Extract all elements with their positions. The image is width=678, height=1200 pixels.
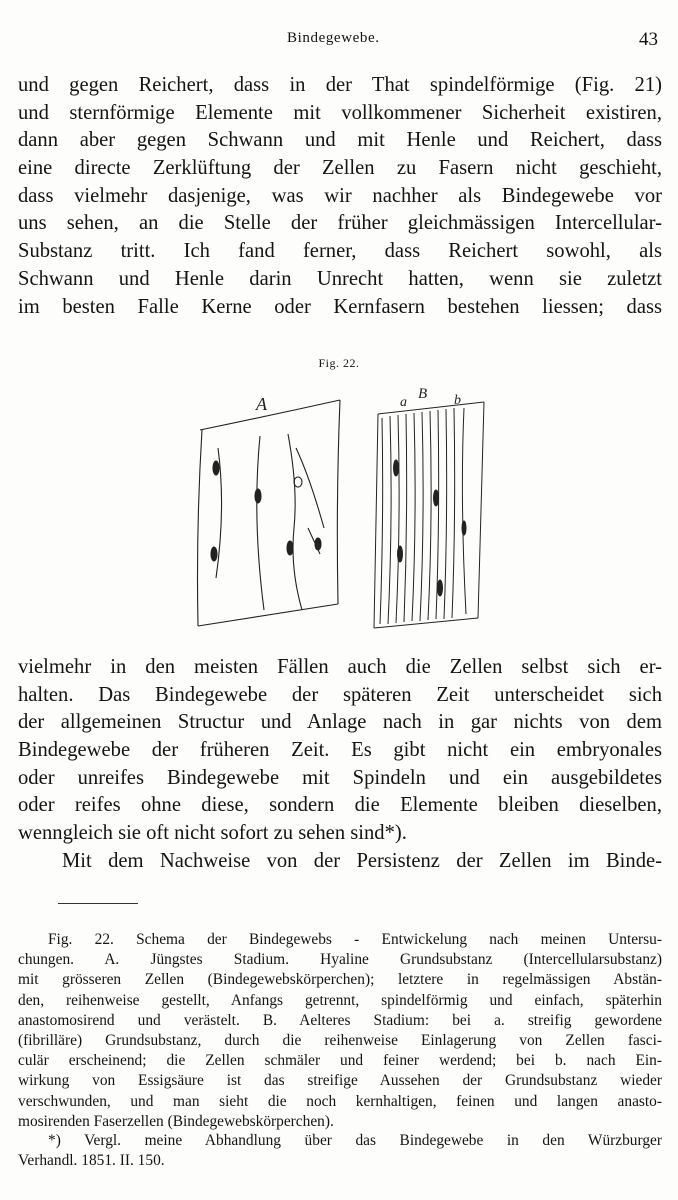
text-line: Bindegewebe der früheren Zeit. Es gibt nicht ein embryonales — [18, 739, 662, 762]
text-line: und sternförmige Elemente mit vollkommener Sicherheit existiren, — [18, 101, 662, 124]
page-header — [0, 30, 678, 54]
figure-22-illustration — [178, 378, 498, 638]
footnote-rule — [58, 903, 138, 904]
text-line: wenngleich sie oft nicht sofort zu sehen sind*). — [18, 822, 407, 845]
text-line: oder reifes ohne diese, sondern die Elemente bleiben dieselben, — [18, 794, 662, 817]
panel-b-label: B — [418, 386, 428, 402]
text-line: dass vielmehr dasjenige, was wir nachher als Bindegewebe vor — [18, 184, 662, 207]
footnote — [18, 1131, 662, 1171]
paragraph-1 — [18, 72, 662, 321]
caption-line: chungen. A. Jüngstes Stadium. Hyaline Grundsubstanz (Intercellularsubstanz) — [18, 951, 662, 969]
caption-line: verschwunden, und man sieht die noch kernhaltigen, feinen und langen anasto- — [18, 1092, 662, 1110]
caption-line: culär erscheinend; die Zellen schmäler und feiner werdend; bei b. nach Ein- — [18, 1052, 662, 1070]
text-line: eine directe Zerklüftung der Zellen zu Fasern nicht geschieht, — [18, 157, 662, 180]
caption-line: mit grösseren Zellen (Bindegewebskörperchen); letztere in regelmässigen Abstän- — [18, 971, 662, 989]
text-line: dann aber gegen Schwann und mit Henle und Reichert, dass — [18, 129, 662, 152]
page-number: 43 — [639, 29, 658, 50]
figure-caption — [18, 930, 662, 1132]
figure-label: Fig. 22. — [318, 356, 360, 370]
paragraph-2 — [18, 654, 662, 876]
text-line: Schwann und Henle darin Unrecht hatten, wenn sie zuletzt — [18, 267, 662, 290]
text-line: uns sehen, an die Stelle der früher gleichmässigen Intercellular- — [18, 212, 662, 235]
panel-a — [198, 394, 341, 626]
caption-line: mosirenden Faserzellen (Bindegewebskörperchen). — [18, 1112, 334, 1130]
caption-line: (fibrilläre) Grundsubstanz, durch die reihenweise Einlagerung von Zellen fasci- — [18, 1031, 662, 1049]
text-line: oder unreifes Bindegewebe mit Spindeln und ein ausgebildetes — [18, 766, 662, 789]
panel-b — [374, 386, 484, 628]
footnote-line: *) Vergl. meine Abhandlung über das Bindegewebe in den Würzburger — [48, 1132, 662, 1149]
caption-line: wirkung von Essigsäure ist das streifige Aussehen der Grundsubstanz wieder — [18, 1072, 662, 1090]
running-title: Bindegewebe. — [287, 30, 380, 46]
caption-line: Fig. 22. Schema der Bindegewebs - Entwickelung nach meinen Untersu- — [48, 931, 662, 948]
text-line: halten. Das Bindegewebe der späteren Zeit unterscheidet sich — [18, 683, 662, 706]
panel-b-sub-a: a — [400, 395, 407, 410]
footnote-line: Verhandl. 1851. II. 150. — [18, 1152, 165, 1170]
panel-b-sub-b: b — [454, 393, 461, 408]
panel-a-label: A — [256, 394, 267, 414]
caption-line: den, reihenweise gestellt, Anfangs getrennt, spindelförmig und einfach, späterhin — [18, 991, 662, 1009]
text-line: Mit dem Nachweise von der Persistenz der Zellen im Binde- — [62, 849, 662, 872]
text-line: im besten Falle Kerne oder Kernfasern bestehen liessen; dass — [18, 295, 662, 318]
text-line: und gegen Reichert, dass in der That spindelförmige (Fig. 21) — [18, 74, 662, 96]
text-line: der allgemeinen Structur und Anlage nach in gar nichts von dem — [18, 711, 662, 734]
text-line: vielmehr in den meisten Fällen auch die Zellen selbst sich er- — [18, 656, 662, 678]
text-line: Substanz tritt. Ich fand ferner, dass Reichert sowohl, als — [18, 240, 662, 263]
caption-line: anastomosirend und verästelt. B. Aelteres Stadium: bei a. streifig gewordene — [18, 1011, 662, 1029]
